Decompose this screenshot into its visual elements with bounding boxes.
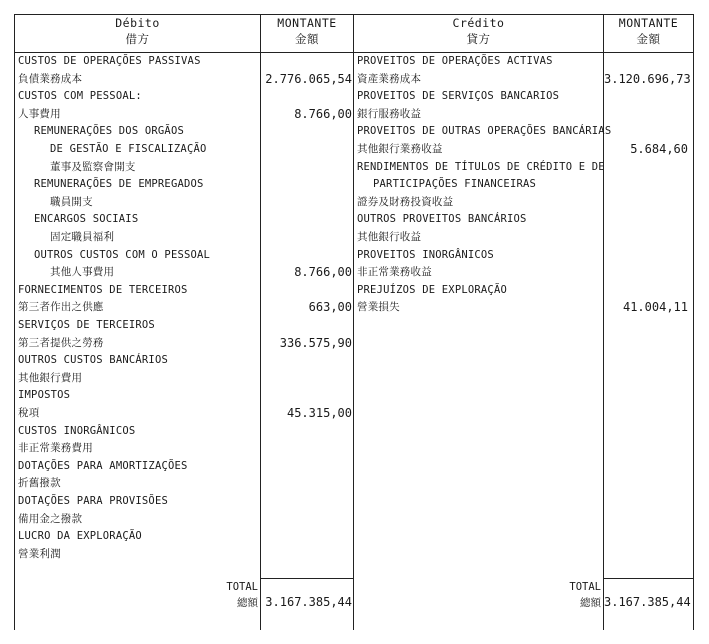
- credit-amount-header-zh: 金額: [636, 32, 661, 46]
- debit-row-label: 折舊撥款: [18, 477, 61, 490]
- debit-row-label: LUCRO DA EXPLORAÇÃO: [18, 530, 142, 543]
- debit-row-label: 固定職員福利: [50, 231, 115, 243]
- left-border: [14, 14, 15, 630]
- debit-row-amount: 2.776.065,54: [265, 71, 352, 86]
- debit-row-label: 職員開支: [50, 195, 93, 208]
- debit-amount-header-zh: 金額: [295, 32, 319, 46]
- debit-header-pt: Débito: [115, 16, 160, 30]
- debit-total-amount: 3.167.385,44: [265, 595, 352, 609]
- credit-row-label: OUTROS PROVEITOS BANCÁRIOS: [357, 213, 527, 226]
- credit-total-amount: 3.167.385,44: [604, 595, 691, 609]
- debit-row-label: DOTAÇÕES PARA PROVISÕES: [18, 495, 168, 507]
- right-border: [693, 14, 694, 630]
- credit-row-label: 營業損失: [357, 301, 400, 314]
- debit-row-label: 第三者作出之供應: [18, 301, 104, 314]
- debit-amount-header: [261, 15, 353, 51]
- debit-row-label: CUSTOS INORGÂNICOS: [18, 424, 136, 437]
- debit-row-label: ENCARGOS SOCIAIS: [34, 213, 139, 226]
- debit-amount-right-border: [353, 14, 354, 630]
- credit-row-label: RENDIMENTOS DE TÍTULOS DE CRÉDITO E DE: [357, 160, 605, 173]
- credit-amount-left-border: [603, 14, 604, 630]
- debit-row-label: 其他人事費用: [50, 266, 115, 279]
- credit-total-label-pt: TOTAL: [569, 581, 601, 593]
- debit-row-amount: 336.575,90: [279, 335, 352, 350]
- debit-row-label: 營業利潤: [18, 547, 61, 560]
- debit-row-amount: 8.766,00: [294, 265, 352, 280]
- credit-row-label: PROVEITOS INORGÂNICOS: [357, 248, 494, 261]
- debit-row-label: CUSTOS DE OPERAÇÕES PASSIVAS: [18, 55, 201, 67]
- credit-header-pt: Crédito: [452, 16, 505, 30]
- debit-row-label: 其他銀行費用: [18, 371, 83, 384]
- debit-row-label: 董事及監察會開支: [50, 160, 136, 173]
- credit-header: [354, 15, 603, 51]
- debit-total-label-pt: TOTAL: [226, 581, 258, 593]
- debit-amount-header-pt: MONTANTE: [277, 16, 337, 30]
- debit-row-label: REMUNERAÇÕES DE EMPREGADOS: [34, 178, 204, 191]
- credit-row-label: 銀行服務收益: [357, 107, 422, 120]
- credit-amount-header-pt: MONTANTE: [618, 16, 679, 30]
- credit-total-label: [520, 579, 601, 611]
- credit-row-label: PROVEITOS DE OUTRAS OPERAÇÕES BANCÁRIAS: [357, 125, 612, 138]
- credit-amount-header: [604, 15, 693, 51]
- credit-row-label: PARTICIPAÇÕES FINANCEIRAS: [373, 178, 537, 191]
- debit-header-zh: 借方: [125, 32, 150, 46]
- debit-row-label: SERVIÇOS DE TERCEIROS: [18, 319, 155, 331]
- debit-row-label: DE GESTÃO E FISCALIZAÇÃO: [50, 143, 207, 155]
- credit-row-label: 其他銀行業務收益: [357, 143, 443, 155]
- debit-row-label: FORNECIMENTOS DE TERCEIROS: [18, 283, 188, 296]
- debit-total-label-zh: 總額: [237, 597, 258, 609]
- debit-total-label: [180, 579, 258, 611]
- total-top-border-right: [603, 578, 694, 579]
- debit-row-label: 負債業務成本: [18, 72, 83, 85]
- debit-header: [15, 15, 260, 51]
- debit-row-label: IMPOSTOS: [18, 389, 71, 402]
- debit-row-label: OUTROS CUSTOS BANCÁRIOS: [18, 354, 168, 367]
- credit-row-amount: 41.004,11: [622, 300, 688, 315]
- credit-total-label-zh: 總額: [580, 597, 601, 609]
- credit-row-label: 證券及財務投資收益: [357, 195, 454, 208]
- total-top-border: [260, 578, 354, 579]
- credit-row-label: PROVEITOS DE OPERAÇÕES ACTIVAS: [357, 55, 553, 67]
- debit-row-label: CUSTOS COM PESSOAL:: [18, 90, 142, 103]
- credit-row-label: 資產業務成本: [357, 72, 422, 85]
- debit-row-label: OUTROS CUSTOS COM O PESSOAL: [34, 248, 211, 261]
- credit-row-label: PROVEITOS DE SERVIÇOS BANCARIOS: [357, 90, 560, 103]
- debit-row-amount: 45.315,00: [286, 406, 352, 420]
- credit-row-amount: 5.684,60: [630, 142, 688, 156]
- debit-row-label: 稅項: [18, 407, 40, 419]
- debit-row-label: REMUNERAÇÕES DOS ORGÃOS: [34, 125, 184, 138]
- debit-row-label: 人事費用: [18, 107, 61, 120]
- credit-row-amount: 3.120.696,73: [604, 71, 691, 86]
- debit-row-label: 第三者提供之勞務: [18, 336, 104, 349]
- credit-header-zh: 貸方: [466, 32, 491, 46]
- credit-row-label: 其他銀行收益: [357, 231, 422, 243]
- debit-row-label: DOTAÇÕES PARA AMORTIZAÇÕES: [18, 459, 188, 472]
- credit-row-label: 非正常業務收益: [357, 266, 432, 279]
- debit-row-amount: 8.766,00: [294, 106, 352, 121]
- debit-row-label: 非正常業務費用: [18, 442, 93, 455]
- debit-row-amount: 663,00: [308, 300, 352, 315]
- credit-row-label: PREJUÍZOS DE EXPLORAÇÃO: [357, 283, 507, 296]
- debit-row-label: 備用金之撥款: [18, 512, 83, 525]
